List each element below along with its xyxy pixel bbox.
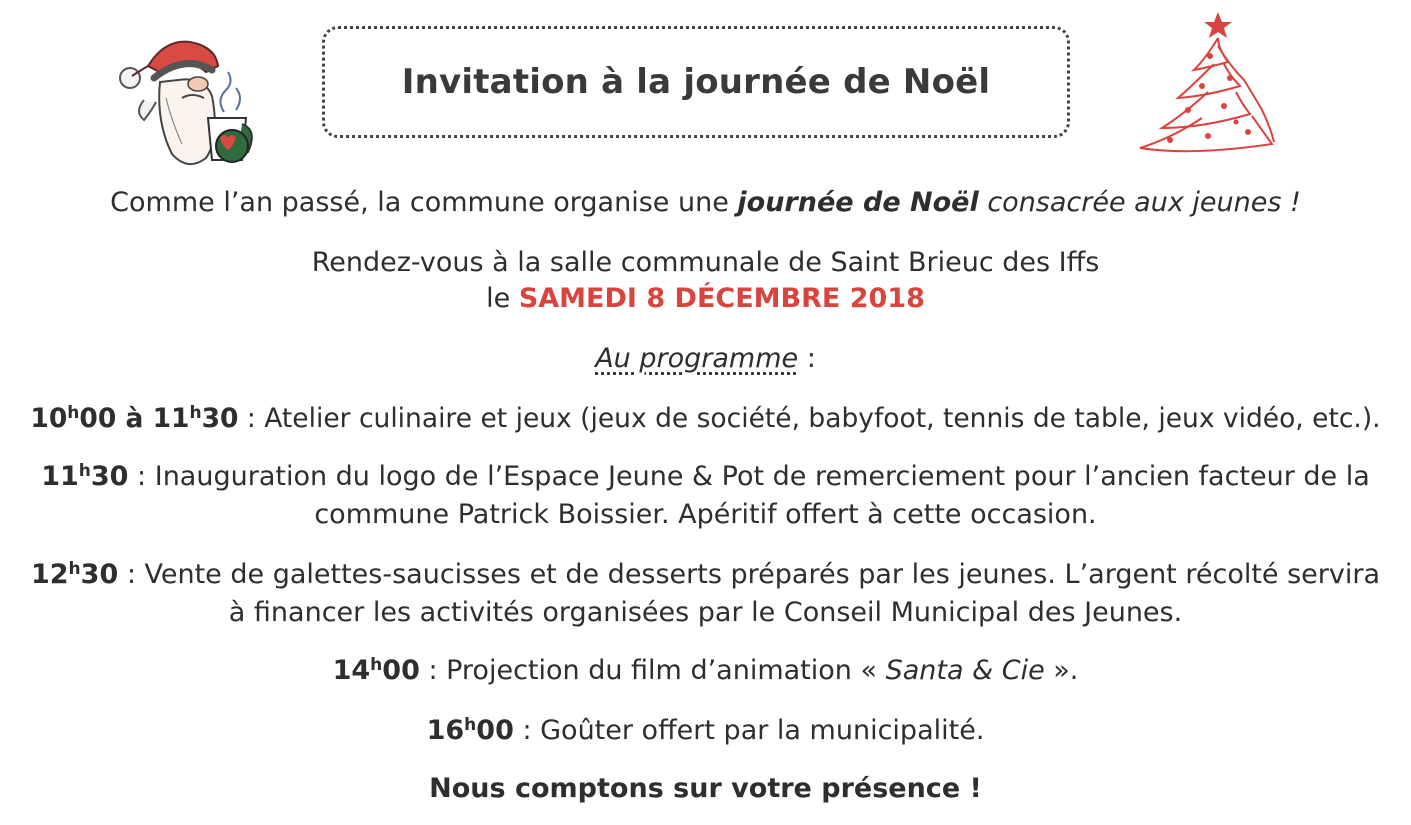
date-line xyxy=(0,282,1411,316)
schedule-desc: : Inauguration du logo de l’Espace Jeune & Pot de remerciement pour l’ancien facteur de la xyxy=(128,461,1370,492)
schedule-desc: : Goûter offert par la municipalité. xyxy=(513,715,985,746)
programme-label: Au programme xyxy=(595,343,799,374)
schedule-time: 16$^h$00 xyxy=(426,715,514,746)
schedule-time: 10$^h$00 à 11$^h$30 xyxy=(30,403,239,434)
intro-after: consacrée aux jeunes ! xyxy=(978,187,1301,218)
event-date: SAMEDI 8 DÉCEMBRE 2018 xyxy=(518,283,925,314)
schedule-item-5 xyxy=(0,714,1411,748)
santa-with-mug-icon xyxy=(108,26,258,176)
schedule-item-3 xyxy=(0,558,1411,592)
schedule-time: 11$^h$30 xyxy=(41,461,129,492)
event-name: journée de Noël xyxy=(737,187,979,218)
closing-text: Nous comptons sur votre présence ! xyxy=(429,773,982,804)
schedule-desc: : Projection du film d’animation « xyxy=(419,655,886,686)
schedule-time: 12$^h$30 xyxy=(30,559,119,590)
schedule-item-4 xyxy=(0,654,1411,688)
programme-heading xyxy=(0,342,1411,376)
date-prefix: le xyxy=(486,283,519,314)
title-frame xyxy=(322,26,1070,138)
page-title: Invitation à la journée de Noël xyxy=(401,62,991,102)
schedule-time: 14$^h$00 xyxy=(332,655,420,686)
schedule-desc: : Atelier culinaire et jeux (jeux de société, babyfoot, tennis de table, jeux vidéo, etc.). xyxy=(238,403,1381,434)
schedule-desc: : Vente de galettes-saucisses et de desserts préparés par les jeunes. L’argent récolté servira xyxy=(118,559,1381,590)
intro-before: Comme l’an passé, la commune organise une xyxy=(110,187,738,218)
schedule-desc-end: ». xyxy=(1044,655,1079,686)
christmas-tree-icon xyxy=(1132,6,1282,158)
schedule-item-3-cont: à financer les activités organisées par le Conseil Municipal des Jeunes. xyxy=(228,597,1183,628)
schedule-item-2-cont: commune Patrick Boissier. Apéritif offert à cette occasion. xyxy=(314,499,1097,530)
intro-text xyxy=(0,186,1411,220)
programme-colon: : xyxy=(798,343,816,374)
venue-text: Rendez-vous à la salle communale de Saint Brieuc des Iffs xyxy=(311,247,1100,278)
film-title: Santa & Cie xyxy=(885,655,1045,686)
schedule-item-1 xyxy=(0,402,1411,436)
schedule-item-2 xyxy=(0,460,1411,494)
